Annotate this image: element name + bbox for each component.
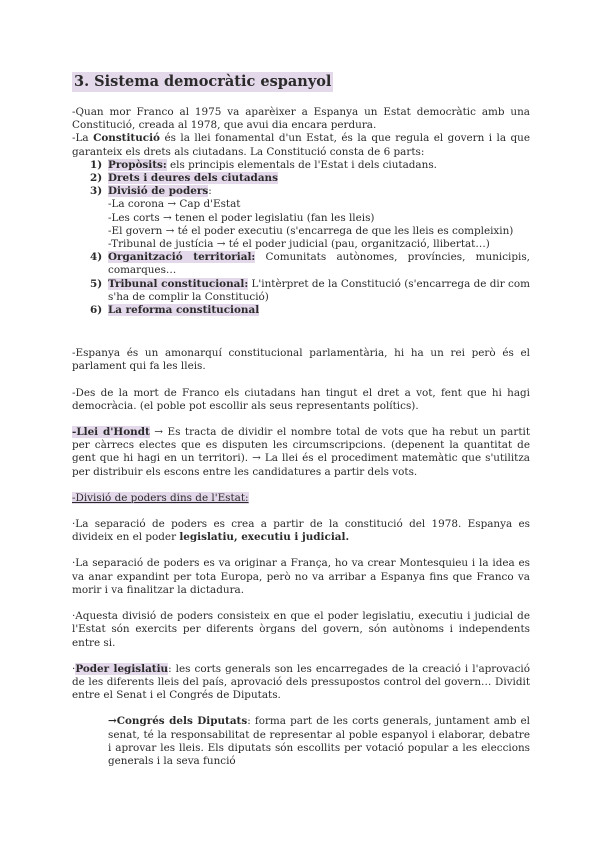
constitution-term: Constitució — [93, 132, 160, 145]
division-heading: -Divisió de poders dins de l'Estat: — [72, 491, 249, 504]
list-item: 5) Tribunal constitucional: L'intèrpret de la Constitució (s'encarrega de dir com s'ha de complir la Constitució) — [90, 277, 530, 303]
division-sublist — [108, 198, 530, 251]
constitution-parts-list — [72, 159, 530, 317]
hondt-term: -Llei d'Hondt — [72, 426, 150, 439]
hondt-paragraph: -Llei d'Hondt → Es tracta de dividir el nombre total de vots que ha rebut un partit per càrrecs electes que es disputen les circumscripcions. (depenent la quantitat de gent que hi hagi en un territori). → La llei és el procediment matemàtic que s'utilitza per distribuir els escons entre les candidatures a partir dels vots. — [72, 426, 530, 478]
intro-paragraph-2: -La Constitució és la llei fonamental d'un Estat, és la que regula el govern i la que garanteix els drets als ciutadans. La Constitució consta de 6 parts: — [72, 132, 530, 158]
list-item: 6) La reforma constitucional — [90, 304, 260, 317]
list-item: 2) Drets i deures dels ciutadans — [90, 172, 278, 185]
sublist-item: -La corona → Cap d'Estat — [108, 198, 241, 211]
sublist-item: -El govern → té el poder executiu (s'encarrega de que les lleis es compleixin) — [108, 224, 514, 237]
separation-paragraph-1: ·La separació de poders es crea a partir de la constitució del 1978. Espanya es divideix en el poder legislatiu, executiu i judicial. — [72, 518, 530, 544]
sublist-item: -Les corts → tenen el poder legislatiu (fan les lleis) — [108, 211, 375, 224]
congress-paragraph: →Congrés dels Diputats: forma part de les corts generals, juntament amb el senat, té la responsabilitat de representar al poble espanyol i elaborar, debatre i aprovar les lleis. Els diputats són escollits per votació popular a les eleccions generals i la seva funció — [108, 715, 530, 767]
sublist-item: -Tribunal de justícia → té el poder judicial (pau, organització, llibertat…) — [108, 238, 490, 251]
intro-paragraph-1: -Quan mor Franco al 1975 va aparèixer a Espanya un Estat democràtic amb una Constitució, creada al 1978, que avui dia encara perdura. — [72, 106, 530, 132]
separation-paragraph-3: ·Aquesta divisió de poders consisteix en que el poder legislatiu, executiu i judicial de l'Estat són exercits per diferents òrgans del govern, són autònoms i independents entre si. — [72, 610, 530, 649]
list-item: 1) Propòsits: els principis elementals de l'Estat i dels ciutadans. — [90, 158, 437, 171]
page-title: 3. Sistema democràtic espanyol — [74, 73, 332, 90]
legislative-term: Poder legislatiu — [75, 662, 169, 675]
legislative-paragraph: ·Poder legislatiu: les corts generals son les encarregades de la creació i l'aprovació de les diferents lleis del país, aprovació dels pressupostos control del govern… Dividit entre el Senat i el Congrés de Diputats. — [72, 662, 530, 702]
list-item: 3) Divisió de poders: -La corona → Cap d'Estat -Les corts → tenen el poder legislatiu (fan les lleis) -El govern → té el poder executiu (s'encarrega de que les lleis es compleixin) -Tribunal de justícia → té el poder judicial (pau, organització, llibertat…) — [72, 185, 530, 251]
vote-paragraph: -Des de la mort de Franco els ciutadans han tingut el dret a vot, fent que hi hagi democràcia. (el poble pot escollir als seus representants polítics). — [72, 386, 530, 412]
monarchy-paragraph: -Espanya és un amonarquí constitucional parlamentària, hi ha un rei però és el parlament qui fa les lleis. — [72, 347, 530, 373]
list-item: 4) Organització territorial: Comunitats autònomes, províncies, municipis, comarques… — [90, 251, 530, 277]
separation-paragraph-2: ·La separació de poders es va originar a França, ho va crear Montesquieu i la idea es va anar expandint per tota Europa, però no va arribar a Espanya fins que Franco va morir i va finalitzar la dictadura. — [72, 557, 530, 596]
congress-term: →Congrés dels Diputats — [108, 715, 248, 728]
